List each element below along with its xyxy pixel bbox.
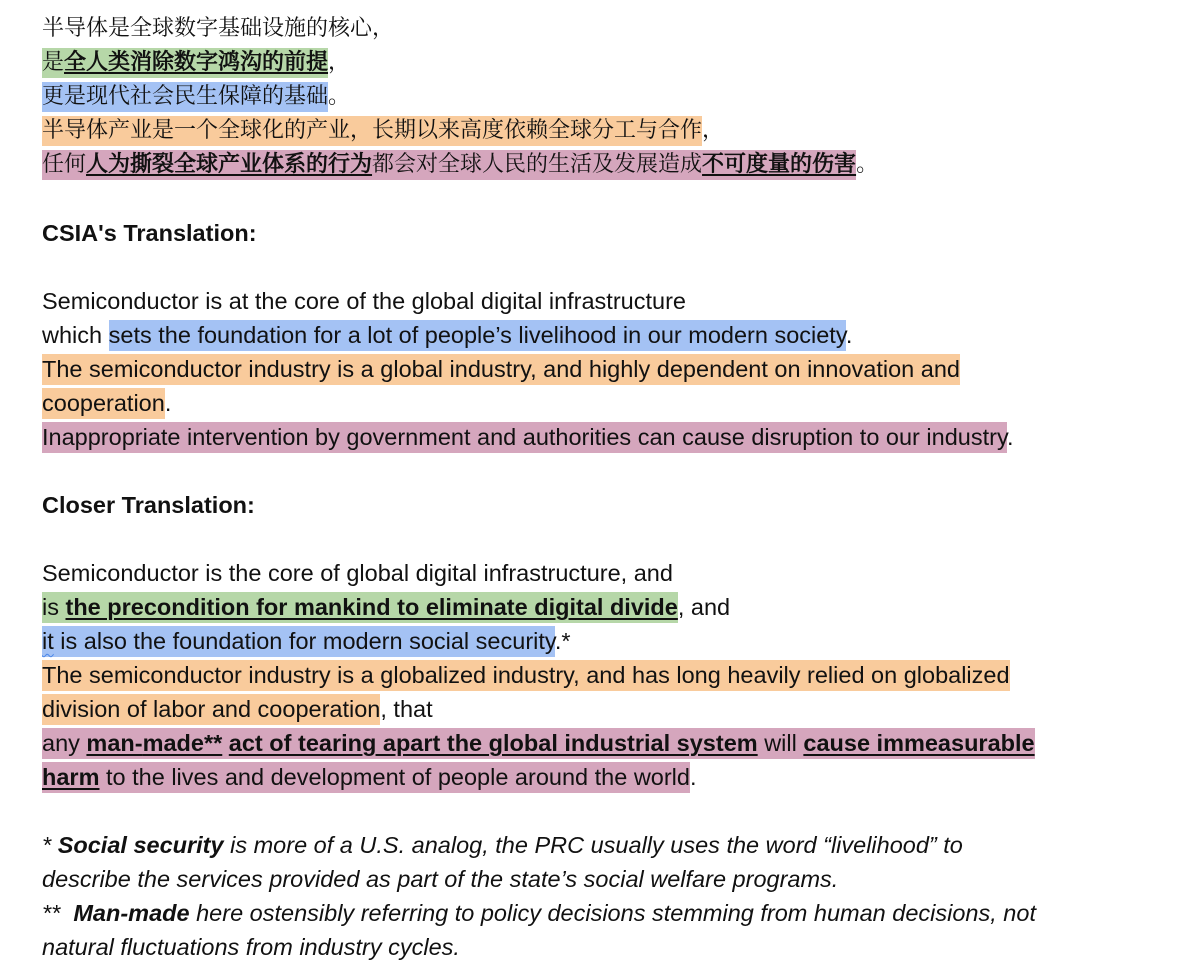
footnote-2-line-1: ** Man-made here ostensibly referring to policy decisions stemming from human decisions, not — [42, 900, 1036, 926]
footnote-term-social-security: Social security — [57, 832, 224, 858]
closer-line-6: any man-made** act of tearing apart the global industrial system will cause immeasurable — [42, 726, 1182, 760]
chinese-line-4: 半导体产业是一个全球化的产业，长期以来高度依赖全球分工与合作， — [42, 114, 1182, 148]
csia-line-4: cooperation. — [42, 386, 1182, 420]
closer-line-3: it is also the foundation for modern social security.* — [42, 624, 1182, 658]
footnote-1-line-2: describe the services provided as part of the state’s social welfare programs. — [42, 866, 839, 892]
emphasis-digital-divide: the precondition for mankind to eliminate digital divide — [65, 594, 678, 620]
csia-line-1: Semiconductor is at the core of the global digital infrastructure — [42, 288, 686, 314]
emphasis-harm: harm — [42, 764, 100, 790]
closer-line-5: division of labor and cooperation, that — [42, 692, 1182, 726]
closer-line-7: harm to the lives and development of people around the world. — [42, 760, 1182, 794]
spellcheck-it: it — [42, 628, 54, 654]
chinese-line-1: 半导体是全球数字基础设施的核心， — [42, 16, 395, 41]
csia-line-3: The semiconductor industry is a global industry, and highly dependent on innovation and — [42, 352, 1182, 386]
closer-heading: Closer Translation: — [42, 492, 255, 518]
emphasis-tearing-apart: act of tearing apart the global industrial system — [228, 730, 758, 756]
emphasis-man-made: man-made** — [86, 730, 223, 756]
chinese-line-2: 是全人类消除数字鸿沟的前提， — [42, 46, 1182, 80]
csia-heading: CSIA's Translation: — [42, 220, 257, 246]
csia-line-5: Inappropriate intervention by government and authorities can cause disruption to our industry. — [42, 420, 1182, 454]
footnote-1-line-1: * Social security is more of a U.S. analog, the PRC usually uses the word “livelihood” to — [42, 832, 963, 858]
chinese-line-3: 更是现代社会民生保障的基础。 — [42, 80, 1182, 114]
emphasis-tearing-apart-zh: 人为撕裂全球产业体系的行为 — [86, 152, 373, 177]
emphasis-immeasurable-harm-zh: 不可度量的伤害 — [702, 152, 857, 177]
emphasis-cause-immeasurable: cause immeasurable — [803, 730, 1035, 756]
csia-line-2: which sets the foundation for a lot of people’s livelihood in our modern society. — [42, 318, 1182, 352]
chinese-line-5: 任何人为撕裂全球产业体系的行为都会对全球人民的生活及发展造成不可度量的伤害。 — [42, 148, 1182, 182]
closer-line-1: Semiconductor is the core of global digital infrastructure, and — [42, 560, 673, 586]
footnote-term-man-made: Man-made — [73, 900, 190, 926]
footnote-2-line-2: natural fluctuations from industry cycles. — [42, 934, 460, 960]
emphasis-digital-divide-zh: 全人类消除数字鸿沟的前提 — [64, 50, 329, 75]
document-body — [42, 12, 1182, 964]
closer-line-2: is the precondition for mankind to eliminate digital divide, and — [42, 590, 1182, 624]
closer-line-4: The semiconductor industry is a globalized industry, and has long heavily relied on globalized — [42, 658, 1182, 692]
